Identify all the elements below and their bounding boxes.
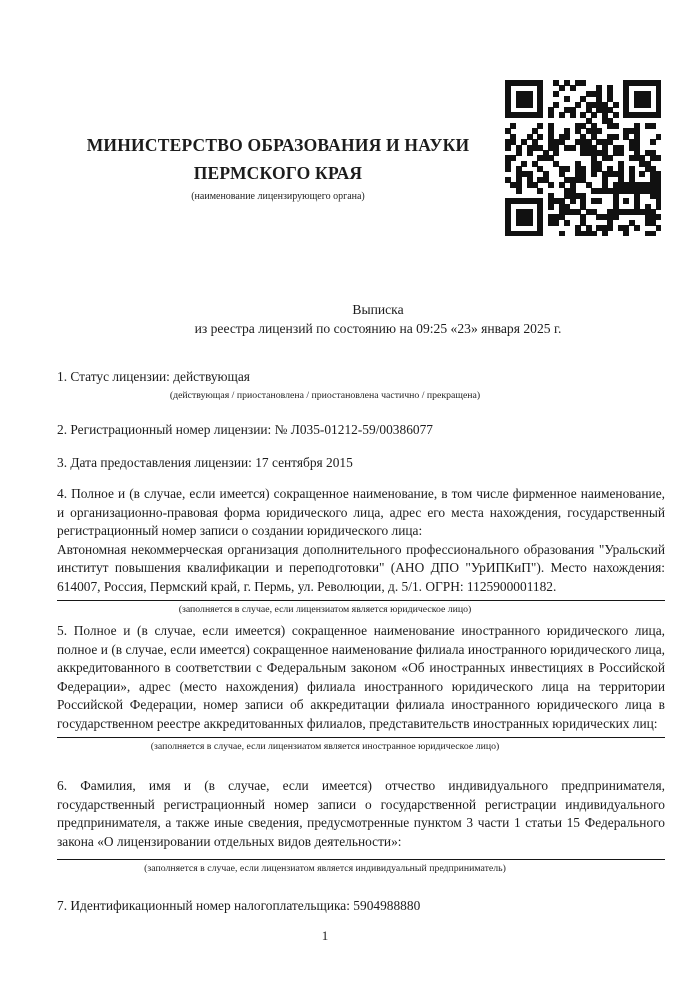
item-1-text: 1. Статус лицензии: действующая [57,369,250,384]
document-title [57,301,699,338]
document-title-line1: Выписка [352,302,404,317]
licensing-authority-header [57,131,499,202]
item-5-intro: 5. Полное и (в случае, если имеется) сокращенное наименование иностранного юридического лица, полное и (в случае, если имеется) сокращенное наименование филиала иностранного юридического лица, аккредитованного в соответствии с Федеральным законом «Об иностранных инвестициях в Российской Федерации», адрес (место нахождения) филиала иностранного юридического лица на территории Российской Федерации, номер записи об аккредитации филиала иностранного юридического лица в государственном реестре аккредитованных филиалов, представительств иностранных юридических лиц: [57,623,665,731]
item-4-legal-entity [57,485,665,616]
ministry-caption: (наименование лицензирующего органа) [191,191,365,202]
document-title-line2: из реестра лицензий по состоянию на 09:25 «23» января 2025 г. [194,320,562,336]
item-5-foreign-entity [57,622,665,753]
item-5-caption: (заполняется в случае, если лицензиатом является иностранное юридическое лицо) [150,740,500,752]
item-7-text: 7. Идентификационный номер налогоплательщика: 5904988880 [57,898,421,913]
item-6-individual-entrepreneur [57,777,665,875]
ministry-name-line1: МИНИСТЕРСТВО ОБРАЗОВАНИЯ И НАУКИ [86,135,470,155]
fill-in-line [57,737,665,738]
item-1-caption: (действующая / приостановлена / приостановлена частично / прекращена) [169,389,481,401]
item-4-caption: (заполняется в случае, если лицензиатом является юридическое лицо) [178,603,472,615]
item-4-intro: 4. Полное и (в случае, если имеется) сокращенное наименование, в том числе фирменное наименование, и организационно-правовая форма юридического лица, адрес его места нахождения, государственный регистрационный номер записи о создании юридического лица: [57,486,665,539]
item-6-caption: (заполняется в случае, если лицензиатом является индивидуальный предприниматель) [144,863,506,875]
item-3-text: 3. Дата предоставления лицензии: 17 сентября 2015 [57,455,353,470]
fill-in-line [57,859,665,860]
item-7-taxpayer-id [57,897,665,916]
fill-in-line [57,600,665,601]
item-3-grant-date [57,454,665,473]
item-4-value: Автономная некоммерческая организация дополнительного профессионального образования "Уральский институт повышения квалификации и переподготовки" (АНО ДПО "УрИПКиП"). Место нахождения: 614007, Россия, Пермский край, г. Пермь, ул. Революции, д. 5/1. ОГРН: 1125900001182. [57,541,665,594]
page-number: 1 [321,928,329,943]
item-2-registration-number [57,421,665,440]
qr-code [505,80,661,236]
item-6-intro: 6. Фамилия, имя и (в случае, если имеется) отчество индивидуального предпринимателя, государственный регистрационный номер записи о государственной регистрации индивидуального предпринимателя, а также иные сведения, предусмотренные пунктом 3 части 1 статьи 15 Федерального закона «О лицензировании отдельных видов деятельности»: [57,778,665,849]
item-1-license-status [57,368,665,402]
item-2-text: 2. Регистрационный номер лицензии: № Л035-01212-59/00386077 [57,422,433,437]
ministry-name-line2: ПЕРМСКОГО КРАЯ [193,163,363,183]
